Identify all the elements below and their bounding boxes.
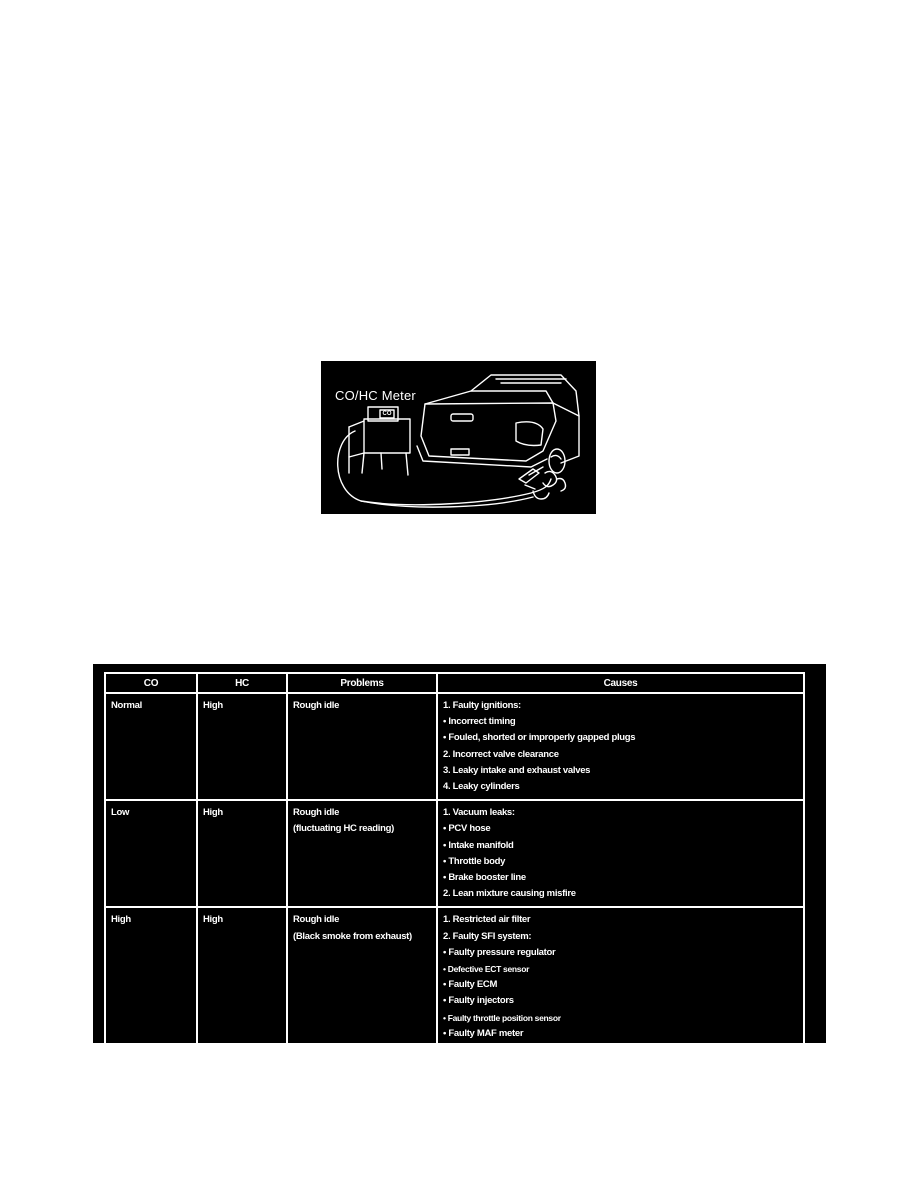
cell-problems [287, 907, 437, 1047]
cause-line: • Faulty ECM [443, 979, 498, 991]
table-row [105, 800, 804, 907]
cell-causes [437, 693, 804, 800]
cell-problems [287, 800, 437, 907]
cause-line: • Faulty pressure regulator [443, 946, 556, 958]
cause-line: 3. Leaky intake and exhaust valves [443, 764, 591, 776]
cause-line: 1. Faulty ignitions: [443, 700, 521, 711]
problem-line: Rough idle [293, 700, 340, 711]
co-value: Low [111, 807, 130, 819]
header-co: CO [105, 673, 197, 693]
co-value: Normal [111, 700, 142, 711]
cell-causes [437, 907, 804, 1047]
cause-line: • Brake booster line [443, 872, 526, 884]
cell-hc [197, 693, 287, 800]
hc-value: High [203, 700, 223, 711]
cause-line: • PCV hose [443, 823, 491, 835]
meter-label: CO/HC Meter [335, 388, 416, 403]
cause-line: 4. Leaky cylinders [443, 781, 520, 793]
cell-co [105, 800, 197, 907]
cause-line: 2. Lean mixture causing misfire [443, 888, 576, 900]
tail-light [516, 422, 543, 446]
header-problems: Problems [287, 673, 437, 693]
problem-line: (Black smoke from exhaust) [293, 930, 412, 942]
meter-cabinet [364, 419, 410, 453]
cause-line: • Fouled, shorted or improperly gapped plugs [443, 732, 636, 744]
cause-line: • Intake manifold [443, 839, 514, 851]
cause-line: • Defective ECT sensor [443, 964, 530, 975]
header-hc: HC [197, 673, 287, 693]
cause-line: 1. Restricted air filter [443, 914, 531, 926]
cell-co [105, 693, 197, 800]
co-hc-meter-illustration [321, 361, 596, 514]
cause-line: 2. Faulty SFI system: [443, 930, 532, 942]
table-header-row [105, 673, 804, 693]
problem-line: (fluctuating HC reading) [293, 823, 394, 835]
cell-hc [197, 907, 287, 1047]
problem-line: Rough idle [293, 807, 340, 819]
hc-value: High [203, 914, 223, 926]
table-row [105, 693, 804, 800]
exhaust-smoke [543, 471, 557, 486]
cause-line: • Throttle body [443, 855, 506, 867]
cell-hc [197, 800, 287, 907]
cell-co [105, 907, 197, 1047]
co-hc-diagnosis-table [104, 672, 805, 1048]
cause-line: 1. Vacuum leaks: [443, 807, 515, 819]
table-row [105, 907, 804, 1047]
cause-line: • Faulty throttle position sensor [443, 1012, 561, 1023]
header-causes: Causes [437, 673, 804, 693]
cell-problems [287, 693, 437, 800]
tailgate-handle [451, 414, 473, 421]
meter-badge: CO [382, 411, 392, 417]
diagnosis-table-panel [93, 664, 826, 1043]
cause-line: • Incorrect timing [443, 716, 516, 728]
truck-tailgate [421, 403, 556, 461]
truck-tailpipe-drawing [321, 361, 596, 514]
cause-line: • Faulty injectors [443, 995, 514, 1007]
cause-line: 2. Incorrect valve clearance [443, 748, 559, 760]
co-value: High [111, 914, 131, 926]
rear-tire [549, 449, 565, 473]
truck-cab [471, 375, 579, 416]
cause-line: • Faulty MAF meter [443, 1027, 524, 1039]
cell-causes [437, 800, 804, 907]
hc-value: High [203, 807, 223, 819]
problem-line: Rough idle [293, 914, 340, 926]
